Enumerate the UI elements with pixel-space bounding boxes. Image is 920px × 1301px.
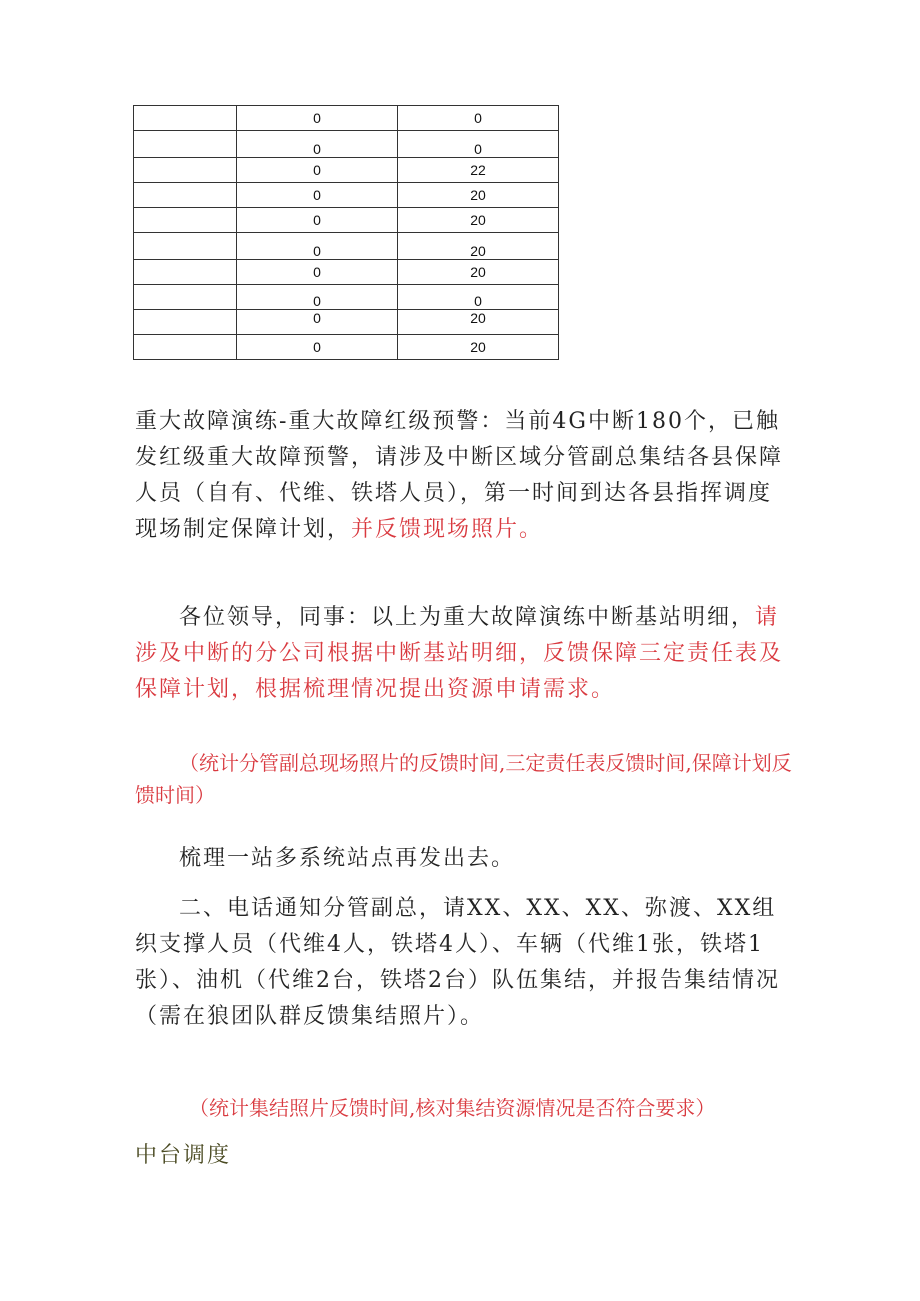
table-row bbox=[134, 106, 559, 131]
table-cell bbox=[134, 335, 237, 360]
table-cell: 0 bbox=[398, 131, 559, 158]
table-row bbox=[134, 310, 559, 335]
table-cell bbox=[134, 183, 237, 208]
table-cell: 0 bbox=[398, 285, 559, 310]
sort-paragraph: 梳理一站多系统站点再发出去。 bbox=[179, 846, 516, 871]
table-row bbox=[134, 131, 559, 158]
table-row bbox=[134, 183, 559, 208]
table-cell: 20 bbox=[398, 310, 559, 335]
table-cell: 20 bbox=[398, 260, 559, 285]
table-cell: 0 bbox=[237, 233, 398, 260]
table-cell: 20 bbox=[398, 335, 559, 360]
phone-notice-paragraph: 二、电话通知分管副总，请XX、XX、XX、弥渡、XX组织支撑人员（代维4人，铁塔4人）、车辆（代维1张，铁塔1张）、油机（代维2台，铁塔2台）队伍集结，并报告集结情况（需在狼团队群反馈集结照片）。 bbox=[135, 896, 780, 1029]
table-cell: 22 bbox=[398, 158, 559, 183]
table-cell: 0 bbox=[237, 131, 398, 158]
dispatch-label: 中台调度 bbox=[135, 1143, 232, 1168]
table-cell: 0 bbox=[237, 285, 398, 310]
table-cell: 20 bbox=[398, 208, 559, 233]
table-cell: 0 bbox=[237, 158, 398, 183]
table-cell bbox=[134, 131, 237, 158]
alert-highlight: 并反馈现场照片。 bbox=[351, 517, 544, 542]
table-cell bbox=[134, 208, 237, 233]
table-cell: 0 bbox=[237, 260, 398, 285]
stats-note-1: （统计分管副总现场照片的反馈时间,三定责任表反馈时间,保障计划反馈时间） bbox=[135, 751, 792, 807]
table-cell bbox=[134, 260, 237, 285]
table-cell: 0 bbox=[237, 106, 398, 131]
table-cell bbox=[134, 233, 237, 260]
leaders-paragraph bbox=[135, 600, 790, 708]
table-cell: 20 bbox=[398, 183, 559, 208]
alert-text: 重大故障演练-重大故障红级预警：当前4G中断180个，已触发红级重大故障预警，请涉及中断区域分管副总集结各县保障人员（自有、代维、铁塔人员），第一时间到达各县指挥调度现场制定保障计划， bbox=[135, 409, 784, 542]
table-row bbox=[134, 260, 559, 285]
table-row bbox=[134, 158, 559, 183]
table-cell bbox=[134, 106, 237, 131]
stats-note-2: （统计集结照片反馈时间,核对集结资源情况是否符合要求） bbox=[189, 1096, 716, 1120]
table-cell bbox=[134, 310, 237, 335]
interruption-table bbox=[133, 105, 559, 360]
table-row bbox=[134, 285, 559, 310]
table-cell bbox=[134, 285, 237, 310]
table-cell: 0 bbox=[237, 310, 398, 335]
table-cell bbox=[134, 158, 237, 183]
leaders-highlight: 请涉及中断的分公司根据中断基站明细，反馈保障三定责任表及保障计划，根据梳理情况提出资源申请需求。 bbox=[135, 605, 784, 702]
table-cell: 0 bbox=[237, 208, 398, 233]
table-row bbox=[134, 335, 559, 360]
table-cell: 20 bbox=[398, 233, 559, 260]
leaders-text: 各位领导，同事：以上为重大故障演练中断基站明细， bbox=[179, 605, 756, 630]
table-cell: 0 bbox=[237, 183, 398, 208]
table-row bbox=[134, 208, 559, 233]
table-cell: 0 bbox=[398, 106, 559, 131]
table-cell: 0 bbox=[237, 335, 398, 360]
alert-paragraph bbox=[135, 404, 790, 548]
table-row bbox=[134, 233, 559, 260]
